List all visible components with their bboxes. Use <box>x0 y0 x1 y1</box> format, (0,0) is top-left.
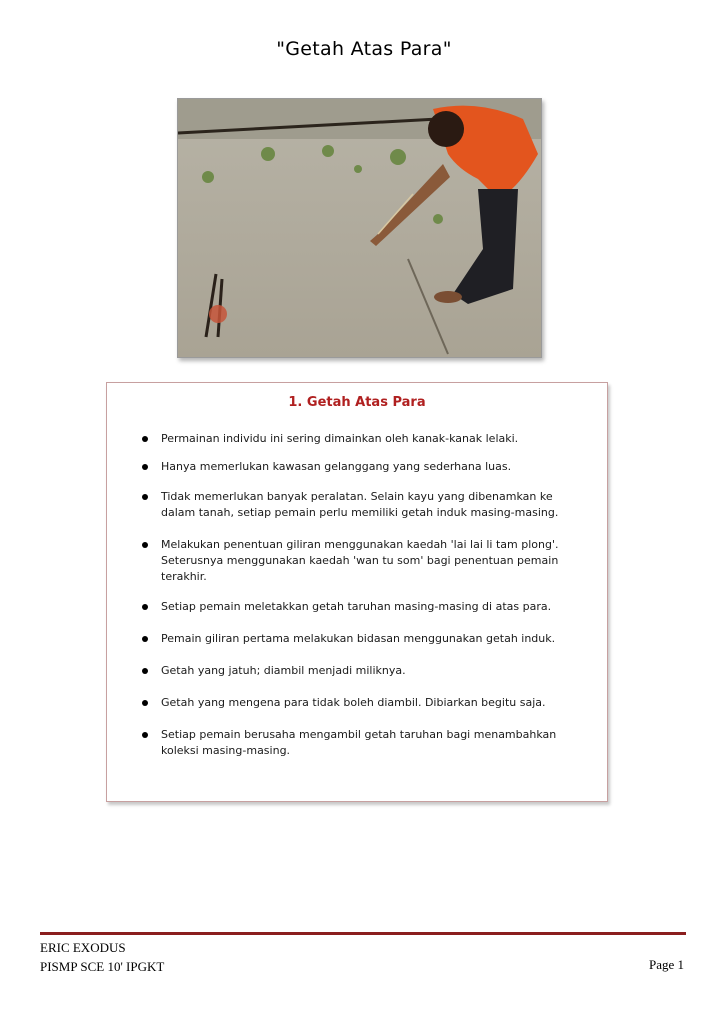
bullet-icon <box>142 604 148 610</box>
bullet-icon <box>142 636 148 642</box>
footer-author: ERIC EXODUS <box>40 940 126 955</box>
photo-boy-playing-icon <box>177 98 542 358</box>
page-number: Page 1 <box>648 957 684 972</box>
footer-course: PISMP SCE 10' IPGKT <box>40 959 165 974</box>
document-title: "Getah Atas Para" <box>276 38 452 60</box>
bullet-icon <box>142 700 148 706</box>
bullet-icon <box>142 494 148 500</box>
bullet-icon <box>142 732 148 738</box>
section-heading: 1. Getah Atas Para <box>288 395 426 410</box>
footer-info <box>40 938 164 976</box>
bullet-icon <box>142 668 148 674</box>
bullet-icon <box>142 436 148 442</box>
content-box: 1. Getah Atas Para Permainan individu ini sering dimainkan oleh kanak-kanak lelaki. Hanya memerlukan kawasan gelanggang yang sederhana luas. Tidak memerlukan banyak peralatan. Selain kayu yang dibenamkan ke dalam tanah, setiap pemain perlu memiliki getah induk masing-masing. Melakukan penentuan giliran menggunakan kaedah 'lai lai li tam plong'. Seterusnya menggunakan kaedah 'wan tu som' bagi penentuan pemain terakhir. Setiap pemain meletakkan getah taruhan masing-masing di atas para. Pemain giliran pertama melakukan bidasan menggunakan getah induk. Getah yang jatuh; diambil menjadi miliknya. Getah yang mengena para tidak boleh diambil. Dibiarkan begitu saja. Setiap pemain berusaha mengambil getah taruhan bagi menambahkan koleksi masing-masing. <box>106 382 608 802</box>
bullet-icon <box>142 542 148 548</box>
bullet-icon <box>142 464 148 470</box>
footer-rule <box>40 932 686 935</box>
